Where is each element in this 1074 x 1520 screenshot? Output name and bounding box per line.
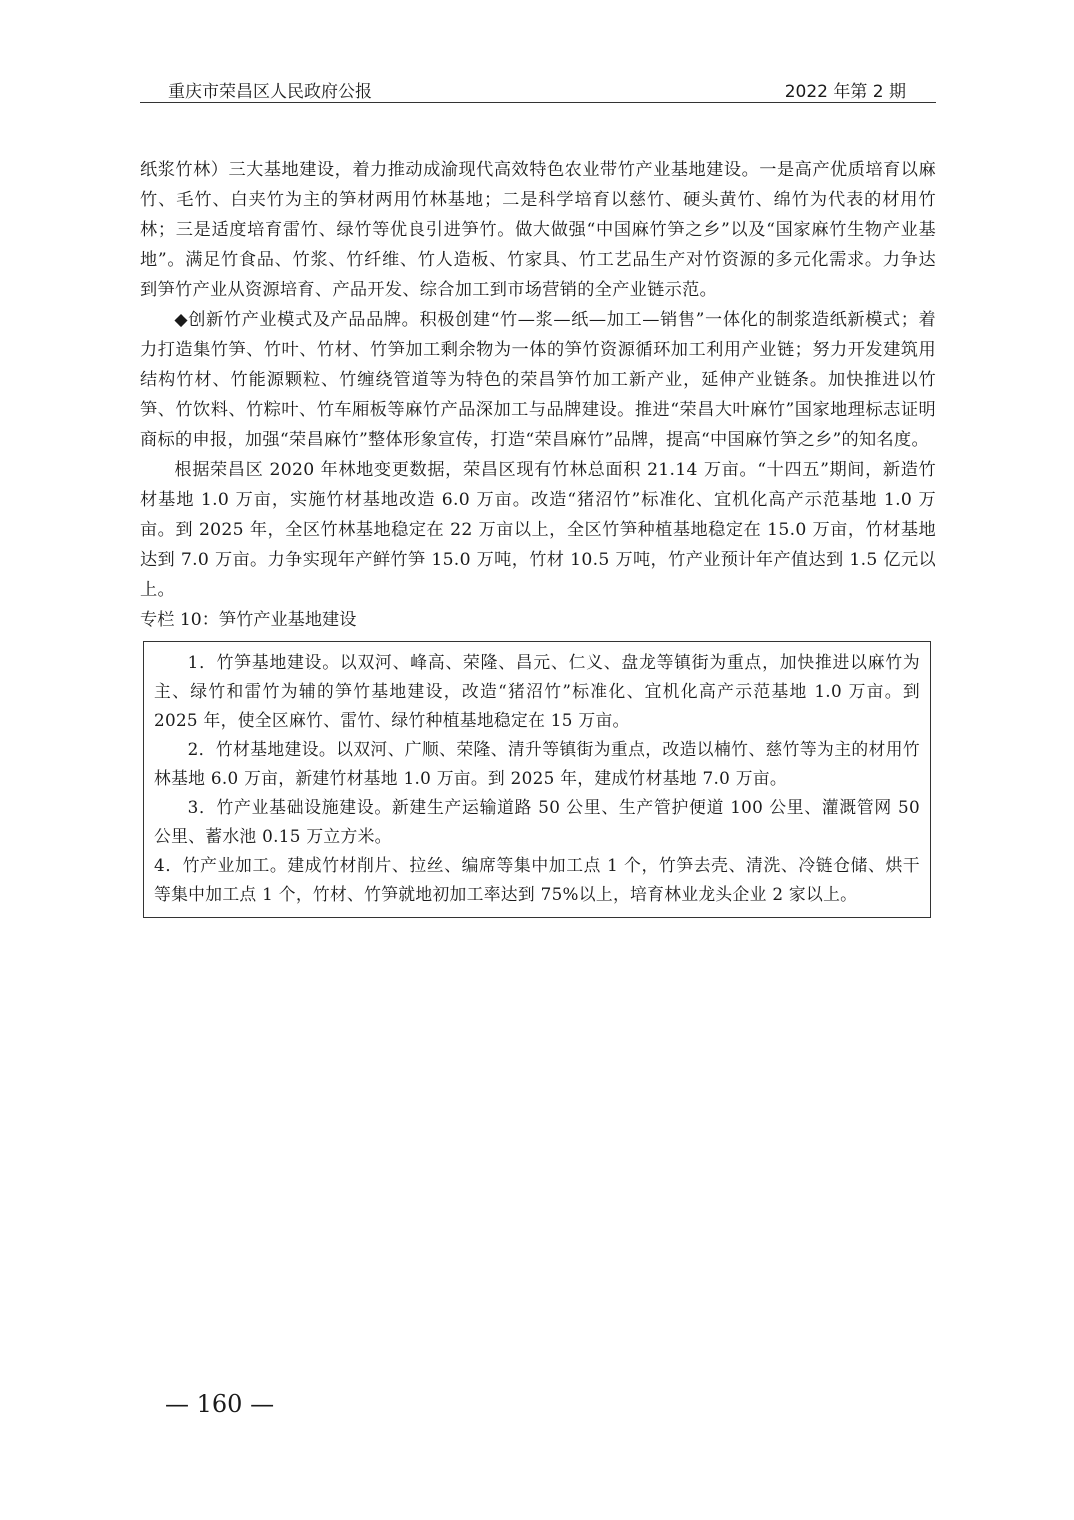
feature-box xyxy=(143,641,931,918)
main-content xyxy=(140,155,936,918)
box-item-bamboo-timber-base: 2．竹材基地建设。以双河、广顺、荣隆、清升等镇街为重点，改造以楠竹、慈竹等为主的材用竹林基地 6.0 万亩，新建竹材基地 1.0 万亩。到 2025 年，建成竹材基地 7.0 万亩。 xyxy=(154,739,920,788)
page-header xyxy=(140,72,936,103)
gazette-title: 重庆市荣昌区人民政府公报 xyxy=(168,82,372,102)
paragraph-bamboo-bases: 纸浆竹林）三大基地建设，着力推动成渝现代高效特色农业带竹产业基地建设。一是高产优质培育以麻竹、毛竹、白夹竹为主的笋材两用竹林基地；二是科学培育以慈竹、硬头黄竹、绵竹为代表的材用竹林；三是适度培育雷竹、绿竹等优良引进笋竹。做大做强“中国麻竹笋之乡”以及“国家麻竹生物产业基地”。满足竹食品、竹浆、竹纤维、竹人造板、竹家具、竹工艺品生产对竹资源的多元化需求。力争达到笋竹产业从资源培育、产品开发、综合加工到市场营销的全产业链示范。 xyxy=(140,160,936,300)
paragraph-industry-brand: ◆创新竹产业模式及产品品牌。积极创建“竹—浆—纸—加工—销售”一体化的制浆造纸新模式；着力打造集竹笋、竹叶、竹材、竹笋加工剩余物为一体的笋竹资源循环加工利用产业链；努力开发建筑用结构竹材、竹能源颗粒、竹缠绕管道等为特色的荣昌笋竹加工新产业，延伸产业链条。加快推进以竹笋、竹饮料、竹粽叶、竹车厢板等麻竹产品深加工与品牌建设。推进“荣昌大叶麻竹”国家地理标志证明商标的申报，加强“荣昌麻竹”整体形象宣传，打造“荣昌麻竹”品牌，提高“中国麻竹笋之乡”的知名度。 xyxy=(140,310,936,450)
box-item-processing: 4．竹产业加工。建成竹材削片、拉丝、编席等集中加工点 1 个，竹笋去壳、清洗、冷链仓储、烘干等集中加工点 1 个，竹材、竹笋就地初加工率达到 75%以上，培育林业龙头企业 2 家以上。 xyxy=(154,855,920,904)
box-item-infrastructure: 3．竹产业基础设施建设。新建生产运输道路 50 公里、生产管护便道 100 公里、灌溉管网 50 公里、蓄水池 0.15 万立方米。 xyxy=(154,797,920,846)
page-number: — 160 — xyxy=(165,1390,275,1418)
issue-number: 2022 年第 2 期 xyxy=(784,82,906,102)
paragraph-forest-data: 根据荣昌区 2020 年林地变更数据，荣昌区现有竹林总面积 21.14 万亩。“十四五”期间，新造竹材基地 1.0 万亩，实施竹材基地改造 6.0 万亩。改造“猪沼竹”标准化、宜机化高产示范基地 1.0 万亩。到 2025 年，全区竹林基地稳定在 22 万亩以上，全区竹笋种植基地稳定在 15.0 万亩，竹材基地达到 7.0 万亩。力争实现年产鲜竹笋 15.0 万吨，竹材 10.5 万吨，竹产业预计年产值达到 1.5 亿元以上。 xyxy=(140,460,936,600)
box-item-bamboo-shoot-base: 1．竹笋基地建设。以双河、峰高、荣隆、昌元、仁义、盘龙等镇街为重点，加快推进以麻竹为主、绿竹和雷竹为辅的笋竹基地建设，改造“猪沼竹”标准化、宜机化高产示范基地 1.0 万亩。到 2025 年，使全区麻竹、雷竹、绿竹种植基地稳定在 15 万亩。 xyxy=(154,652,920,730)
box-caption: 专栏 10：笋竹产业基地建设 xyxy=(140,610,357,630)
